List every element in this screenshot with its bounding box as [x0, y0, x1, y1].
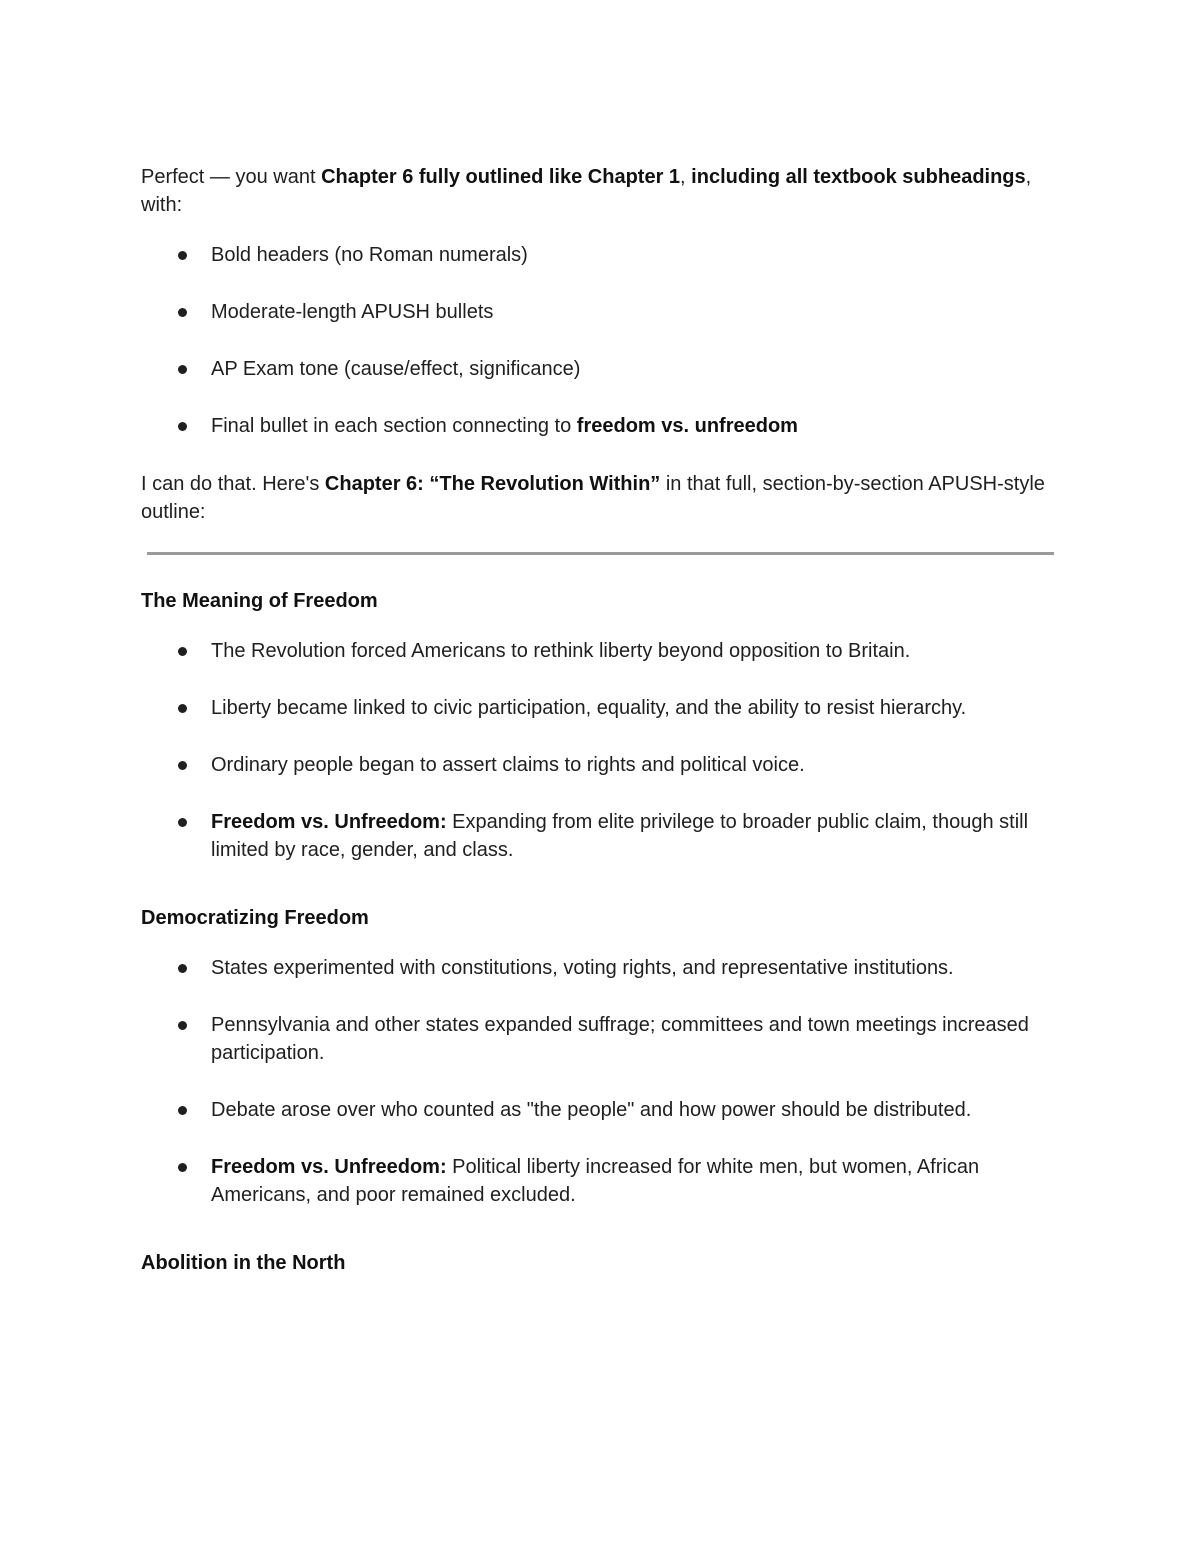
bullet-dot-icon: [178, 365, 187, 374]
bullet-dot-icon: [178, 251, 187, 260]
bullet-dot-icon: [178, 704, 187, 713]
list-item-text: AP Exam tone (cause/effect, significance): [211, 358, 581, 380]
section-democratizing-freedom: [141, 904, 1061, 1209]
list-item-text: Political liberty increased for white men, but women, African Americans, and poor remained excluded.: [211, 1156, 980, 1206]
bullet-dot-icon: [178, 308, 187, 317]
list-item-text: Expanding from elite privilege to broader public claim, though still limited by race, gender, and class.: [211, 811, 1029, 861]
list-item-text: States experimented with constitutions, voting rights, and representative institutions.: [211, 957, 954, 979]
list-item-text: Liberty became linked to civic participation, equality, and the ability to resist hierarchy.: [211, 697, 967, 719]
list-item: [141, 1096, 1061, 1124]
list-item-bold: freedom vs. unfreedom: [576, 415, 798, 437]
list-item: [141, 751, 1061, 779]
intro-text: I can do that. Here's: [141, 473, 325, 495]
list-item: [141, 954, 1061, 982]
list-item-text: Pennsylvania and other states expanded suffrage; committees and town meetings increased participation.: [211, 1014, 1029, 1064]
list-item-text: Ordinary people began to assert claims to rights and political voice.: [211, 754, 805, 776]
bullet-dot-icon: [178, 422, 187, 431]
list-item: [141, 298, 1061, 326]
bullet-dot-icon: [178, 647, 187, 656]
requirements-list: [141, 241, 1061, 440]
section-heading: Democratizing Freedom: [141, 907, 369, 929]
list-item: [141, 355, 1061, 383]
section-meaning-of-freedom: [141, 587, 1061, 864]
intro-text: , with:: [141, 166, 1032, 216]
bullet-dot-icon: [178, 761, 187, 770]
freedom-label: Freedom vs. Unfreedom:: [211, 811, 447, 833]
list-item-text: Bold headers (no Roman numerals): [211, 244, 528, 266]
list-item: [141, 694, 1061, 722]
bullet-dot-icon: [178, 818, 187, 827]
horizontal-divider: [147, 552, 1054, 555]
chapter-title: Chapter 6: “The Revolution Within”: [324, 473, 661, 495]
list-item: [141, 637, 1061, 665]
outline-intro-paragraph: [141, 470, 1061, 526]
document-page: [141, 163, 1061, 1299]
section-bullets: [141, 637, 1061, 864]
intro-paragraph: [141, 163, 1061, 219]
section-abolition-in-the-north: [141, 1249, 1061, 1277]
list-item-text: The Revolution forced Americans to rethink liberty beyond opposition to Britain.: [211, 640, 911, 662]
bullet-dot-icon: [178, 964, 187, 973]
intro-bold-chapter: Chapter 6 fully outlined like Chapter 1: [321, 166, 681, 188]
list-item-text: Debate arose over who counted as "the people" and how power should be distributed.: [211, 1099, 972, 1121]
section-heading: Abolition in the North: [141, 1252, 346, 1274]
list-item-text: Final bullet in each section connecting to: [211, 415, 577, 437]
freedom-label: Freedom vs. Unfreedom:: [211, 1156, 447, 1178]
bullet-dot-icon: [178, 1106, 187, 1115]
bullet-dot-icon: [178, 1163, 187, 1172]
intro-text: in that full, section-by-section APUSH-style outline:: [141, 473, 1045, 523]
intro-bold-subheadings: including all textbook subheadings: [691, 166, 1026, 188]
list-item: [141, 808, 1061, 864]
list-item: [141, 1153, 1061, 1209]
section-heading: The Meaning of Freedom: [141, 590, 378, 612]
list-item: [141, 1011, 1061, 1067]
section-bullets: [141, 954, 1061, 1209]
list-item-text: Moderate-length APUSH bullets: [211, 301, 494, 323]
intro-text: ,: [680, 166, 692, 188]
list-item: [141, 412, 1061, 440]
list-item: [141, 241, 1061, 269]
intro-text: Perfect — you want: [141, 166, 322, 188]
bullet-dot-icon: [178, 1021, 187, 1030]
